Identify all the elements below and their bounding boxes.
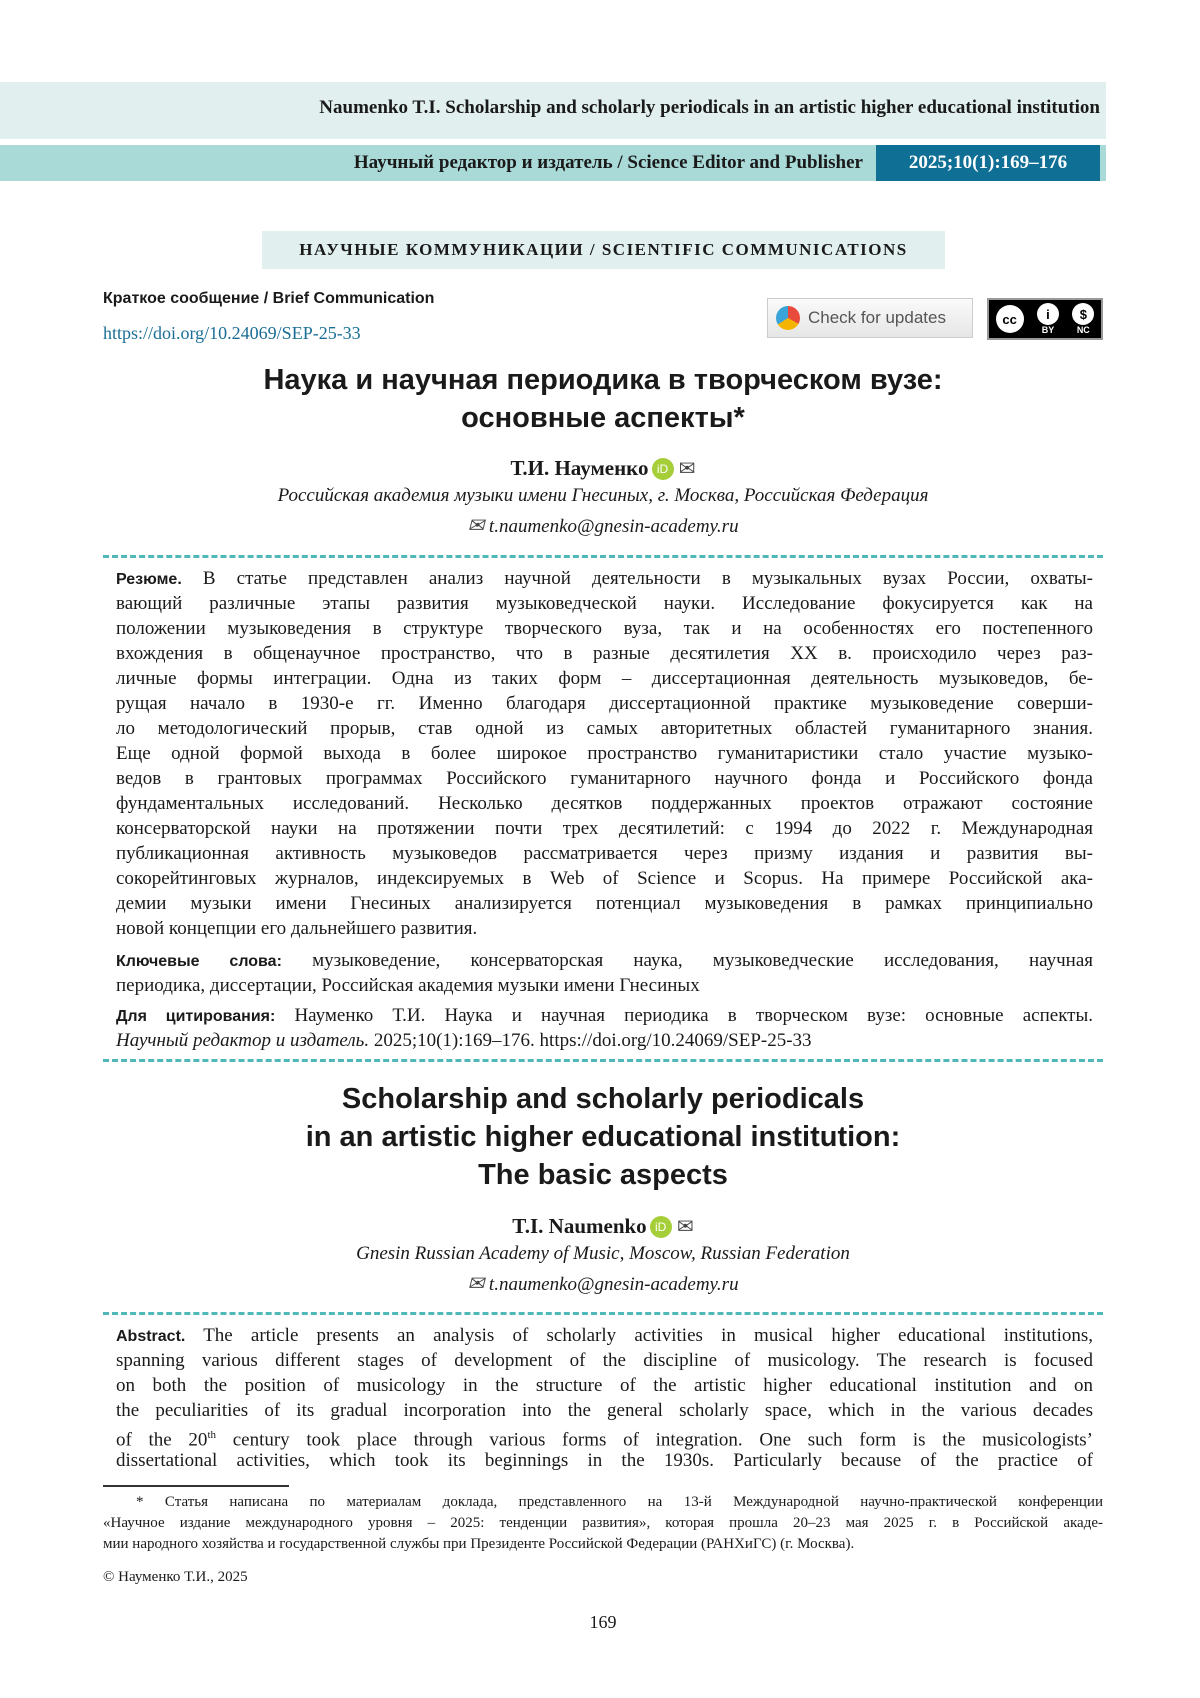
abstract-label: Abstract. — [116, 1328, 185, 1345]
footnote-line: * Статья написана по материалам доклада, представленного на 13-й Международной научно-практической конференции — [136, 1492, 1103, 1513]
author-name: Т.И. Науменко — [510, 456, 648, 480]
title-en-line: The basic aspects — [0, 1159, 1200, 1192]
abstract-line: новой концепции его дальнейшего развития. — [116, 916, 1093, 941]
citation-text: Науменко Т.И. Наука и научная периодика в творческом вузе: основные аспекты. — [275, 1005, 1093, 1026]
envelope-icon[interactable]: ✉ — [677, 1216, 694, 1238]
check-updates-label: Check for updates — [808, 308, 946, 328]
divider — [103, 555, 1103, 558]
copyright: © Науменко Т.И., 2025 — [103, 1569, 248, 1586]
envelope-icon[interactable]: ✉ — [679, 458, 696, 480]
section-label: НАУЧНЫЕ КОММУНИКАЦИИ / SCIENTIFIC COMMUNICATIONS — [262, 231, 945, 269]
running-title-band — [0, 82, 1106, 139]
footnote-line: мии народного хозяйства и государственной службы при Президенте Российской Федерации (РАНХиГС) (г. Москва). — [103, 1534, 1103, 1555]
abstract-label: Резюме. — [116, 571, 182, 588]
orcid-icon[interactable]: iD — [650, 1216, 672, 1238]
author-ru — [0, 456, 1200, 481]
running-title: Naumenko T.I. Scholarship and scholarly periodicals in an artistic higher educational institution — [319, 97, 1100, 119]
journal-band — [0, 145, 1106, 181]
citation-line — [116, 1003, 1093, 1029]
doi-link[interactable]: https://doi.org/10.24069/SEP-25-33 — [103, 323, 361, 344]
abstract-line: консерваторской науки на протяжении почти трех десятилетий: с 1994 до 2022 г. Международная — [116, 816, 1093, 841]
affiliation-en: Gnesin Russian Academy of Music, Moscow, Russian Federation — [0, 1243, 1200, 1265]
citation-journal: Научный редактор и издатель. — [116, 1030, 369, 1051]
email-en[interactable] — [0, 1271, 1200, 1296]
citation-line — [116, 1028, 1093, 1053]
citation-rest: 2025;10(1):169–176. https://doi.org/10.24069/SEP-25-33 — [369, 1030, 811, 1051]
journal-page — [0, 0, 1200, 1698]
journal-name: Научный редактор и издатель / Science Editor and Publisher — [354, 152, 863, 174]
footnote-rule — [103, 1485, 289, 1487]
abstract-line: личные формы интеграции. Одна из таких форм – диссертационная деятельность музыковедов, бе- — [116, 666, 1093, 691]
abstract-line: публикационная активность музыковедов рассматривается через призму издания и развития вы- — [116, 841, 1093, 866]
superscript: th — [207, 1429, 216, 1441]
author-en — [0, 1214, 1200, 1239]
keywords-text: музыковедение, консерваторская наука, музыковедческие исследования, научная — [282, 950, 1093, 971]
title-en-line: in an artistic higher educational institution: — [0, 1121, 1200, 1154]
email-text[interactable]: t.naumenko@gnesin-academy.ru — [489, 516, 739, 537]
orcid-icon[interactable]: iD — [652, 458, 674, 480]
title-ru-line: Наука и научная периодика в творческом вузе: — [0, 364, 1200, 397]
abstract-line: положении музыковедения в структуре творческого вуза, так и на особенностях его постепенного — [116, 616, 1093, 641]
abstract-text: В статье представлен анализ научной деятельности в музыкальных вузах России, охваты- — [182, 568, 1093, 589]
email-ru[interactable] — [0, 513, 1200, 538]
by-icon: i — [1037, 303, 1059, 325]
author-name: T.I. Naumenko — [512, 1214, 646, 1238]
abstract-line: демии музыки имени Гнесиных анализируется потенциал музыковедения в рамках принципиально — [116, 891, 1093, 916]
abstract-line: вхождения в общенаучное пространство, что в разные десятилетия XX в. происходило через раз- — [116, 641, 1093, 666]
page-number: 169 — [0, 1612, 1200, 1633]
article-type: Краткое сообщение / Brief Communication — [103, 290, 434, 308]
title-ru-line: основные аспекты* — [0, 402, 1200, 435]
cc-license-badge[interactable] — [987, 298, 1103, 340]
abstract-text: The article presents an analysis of scholarly activities in musical higher educational institutions, — [185, 1325, 1093, 1346]
text: century took place through various forms of integration. One such form is the musicologists’ — [216, 1429, 1093, 1450]
abstract-line: сокорейтинговых журналов, индексируемых в Web of Science и Scopus. На примере Российской ака- — [116, 866, 1093, 891]
affiliation-ru: Российская академия музыки имени Гнесиных, г. Москва, Российская Федерация — [0, 485, 1200, 507]
envelope-icon: ✉ — [467, 515, 484, 537]
abstract-line: the peculiarities of its gradual incorporation into the general scholarly space, which in the various decades — [116, 1398, 1093, 1423]
abstract-line: spanning various different stages of development of the discipline of musicology. The research is focused — [116, 1348, 1093, 1373]
keywords-line: периодика, диссертации, Российская академия музыки имени Гнесиных — [116, 973, 1093, 998]
abstract-line: dissertational activities, which took its beginnings in the 1930s. Particularly because of the practice of — [116, 1448, 1093, 1473]
divider — [103, 1059, 1103, 1062]
abstract-line: on both the position of musicology in the structure of the artistic higher educational institution and on — [116, 1373, 1093, 1398]
abstract-line: рущая начало в 1930-е гг. Именно благодаря диссертационной практике музыковедение соверши- — [116, 691, 1093, 716]
check-for-updates-button[interactable] — [767, 298, 973, 338]
cc-icon: cc — [996, 305, 1024, 333]
abstract-line — [116, 566, 1093, 592]
by-label: BY — [1042, 325, 1055, 335]
abstract-line: ло методологический прорыв, став одной из самых авторитетных областей гуманитарного знания. — [116, 716, 1093, 741]
abstract-line — [116, 1323, 1093, 1349]
abstract-line: фундаментальных исследований. Несколько десятков поддержанных проектов отражают состояние — [116, 791, 1093, 816]
nc-icon: $ — [1072, 303, 1094, 325]
title-en-line: Scholarship and scholarly periodicals — [0, 1083, 1200, 1116]
crossmark-icon — [776, 306, 800, 330]
envelope-icon: ✉ — [467, 1273, 484, 1295]
divider — [103, 1312, 1103, 1315]
footnote-line: «Научное издание международного уровня – 2025: тенденции развития», которая прошла 20–23 мая 2025 г. в Российской акаде- — [103, 1513, 1103, 1534]
keywords-line — [116, 948, 1093, 974]
abstract-line: вающий различные этапы развития музыковедческой науки. Исследование фокусируется как на — [116, 591, 1093, 616]
abstract-line: Еще одной формой выхода в более широкое пространство гуманитаристики стало участие музыко- — [116, 741, 1093, 766]
keywords-label: Ключевые слова: — [116, 953, 282, 970]
email-text[interactable]: t.naumenko@gnesin-academy.ru — [489, 1274, 739, 1295]
nc-label: NC — [1077, 325, 1090, 335]
abstract-line: ведов в грантовых программах Российского гуманитарного научного фонда и Российского фонда — [116, 766, 1093, 791]
volume-badge: 2025;10(1):169–176 — [876, 145, 1100, 181]
text: of the 20 — [116, 1429, 207, 1450]
citation-label: Для цитирования: — [116, 1008, 275, 1025]
